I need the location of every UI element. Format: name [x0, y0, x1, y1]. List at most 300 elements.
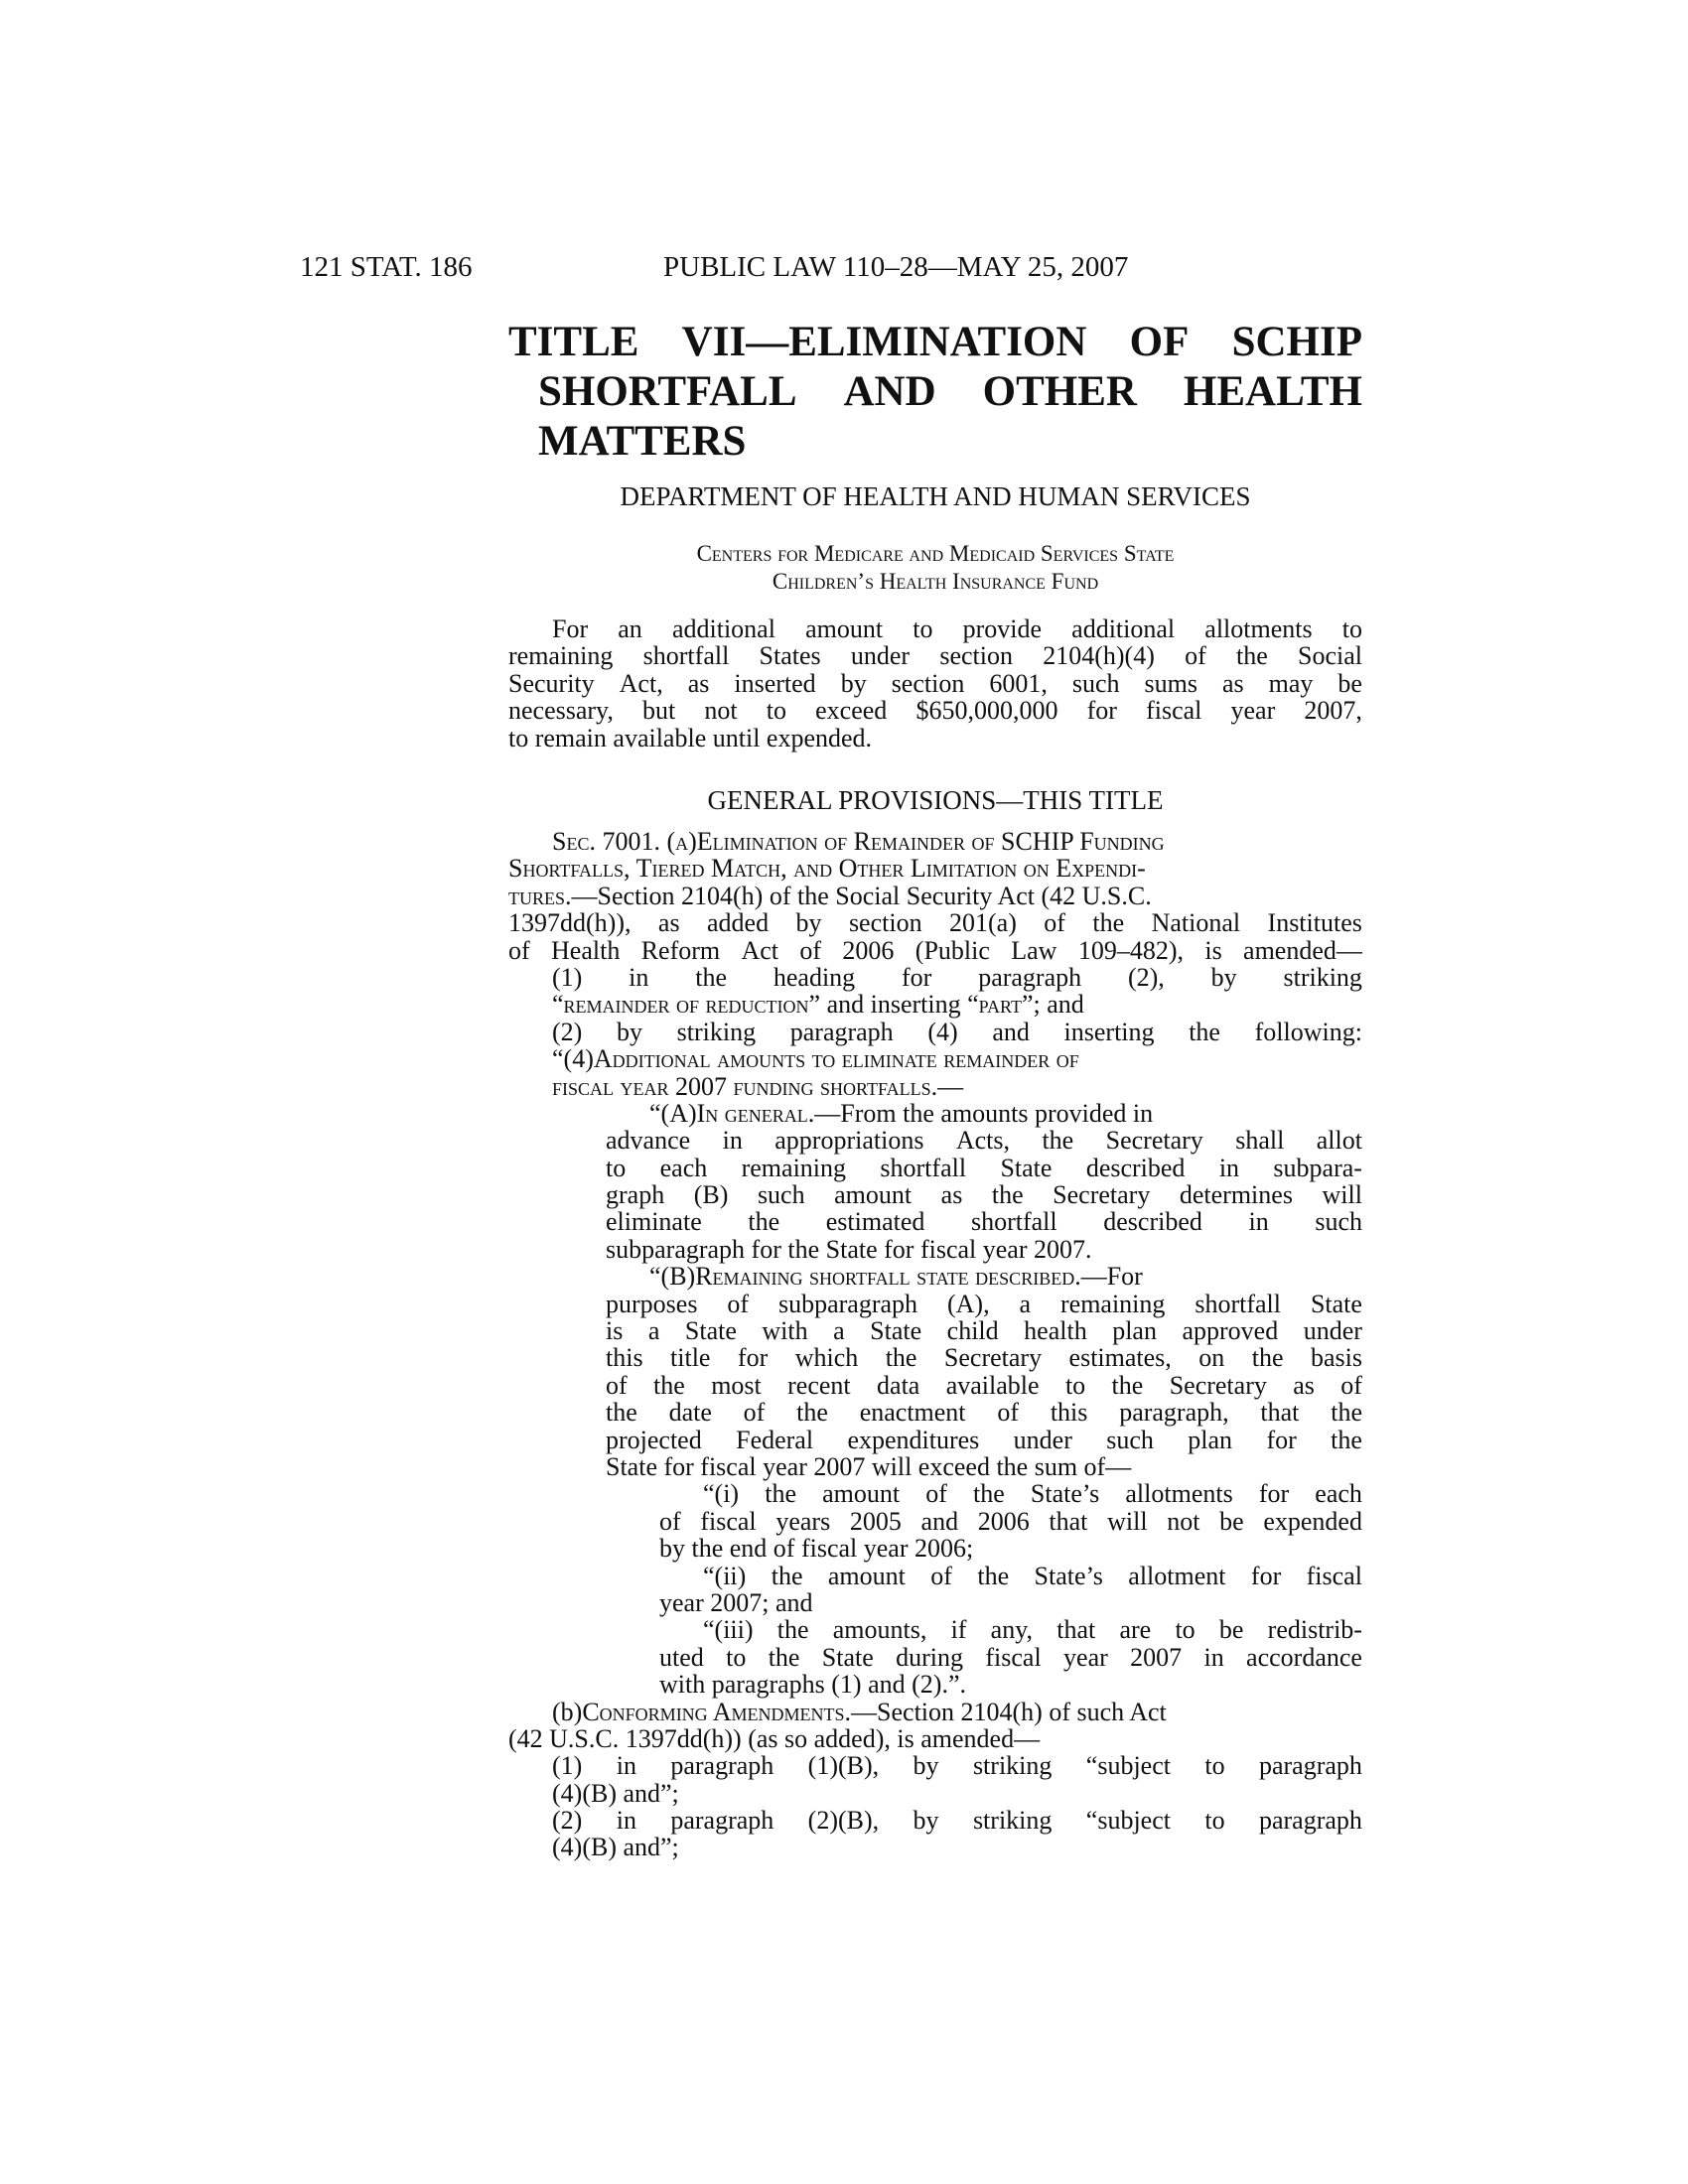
word: 6001, [989, 668, 1048, 698]
word: striking [1283, 962, 1362, 992]
agency-heading [508, 540, 1362, 596]
title-line-2 [508, 367, 1362, 417]
word: for [1250, 1561, 1282, 1590]
word: striking [972, 1806, 1053, 1836]
word: of [606, 1370, 628, 1400]
text-line: “(4)Additional amounts to eliminate remainder of [552, 1044, 1079, 1074]
word: projected [606, 1425, 702, 1454]
word: $650,000,000 [915, 696, 1058, 726]
word: appropriations [774, 1126, 924, 1156]
word: fiscal [985, 1642, 1042, 1672]
word: not [704, 696, 738, 726]
word: additional [1071, 614, 1176, 643]
word: shall [1235, 1126, 1285, 1156]
word: amount [827, 1561, 906, 1590]
word: recent [787, 1370, 851, 1400]
word: enactment [859, 1398, 966, 1428]
word: in [1218, 1153, 1240, 1182]
word: such [1106, 1425, 1154, 1454]
word: striking [972, 1751, 1053, 1781]
word: States [759, 641, 821, 671]
word: basis [1310, 1343, 1362, 1373]
word: the [776, 1615, 809, 1645]
text-line: (42 U.S.C. 1397dd(h)) (as so added), is amended— [508, 1723, 1041, 1753]
word: is [1204, 935, 1222, 965]
title-word: AND [843, 368, 936, 415]
text-line: Shortfalls, Tiered Match, and Other Limitation on Expendi- [508, 854, 1146, 884]
word: that [1056, 1615, 1096, 1645]
word: year [1063, 1642, 1108, 1672]
word: estimates, [1068, 1343, 1172, 1373]
word: purposes [606, 1289, 698, 1318]
word: paragraph [670, 1806, 774, 1836]
word: 2006 [842, 935, 895, 965]
stat-page-reference: 121 STAT. 186 [300, 251, 473, 283]
title-heading [508, 318, 1362, 467]
word: allot [1316, 1126, 1362, 1156]
word: expended [1263, 1506, 1362, 1536]
section-7001 [508, 828, 1362, 1861]
word: by [616, 1017, 642, 1046]
word: under [1303, 1316, 1362, 1346]
title-word: VII—ELIMINATION [681, 319, 1087, 365]
word: any, [990, 1615, 1034, 1645]
word: the [606, 1398, 637, 1428]
text-line [508, 1181, 1362, 1208]
word: will [1107, 1506, 1148, 1536]
word: fiscal [1306, 1561, 1362, 1590]
word: in [1203, 1642, 1224, 1672]
word: State’s [1034, 1561, 1103, 1590]
word: redistrib- [1267, 1615, 1362, 1645]
word: the [885, 1343, 917, 1373]
word: may [1268, 668, 1314, 698]
word: section [939, 641, 1013, 671]
text-line [508, 909, 1362, 936]
word: subpara- [1273, 1153, 1362, 1182]
word: 2007 [1130, 1642, 1183, 1672]
word: amounts, [832, 1615, 927, 1645]
word: the [1042, 1126, 1074, 1156]
word: State [870, 1316, 922, 1346]
title-word: MATTERS [538, 418, 747, 465]
word: in [629, 962, 649, 992]
word: the [768, 1642, 800, 1672]
word: For [552, 614, 589, 643]
word: if [950, 1615, 967, 1645]
word: (2) [552, 1017, 583, 1046]
word: that [1260, 1398, 1300, 1428]
word: each [659, 1153, 708, 1182]
word: child [946, 1316, 999, 1346]
word: by [913, 1806, 939, 1836]
text-line [508, 1427, 1362, 1453]
word: for [737, 1343, 769, 1373]
word: amount [805, 614, 884, 643]
word: of [743, 1398, 766, 1428]
word: exceed [815, 696, 888, 726]
word: the [1236, 641, 1268, 671]
word: years [775, 1506, 831, 1536]
word: shortfall [970, 1207, 1057, 1237]
appropriation-paragraph [508, 615, 1362, 751]
word: described [1103, 1207, 1202, 1237]
word: the [653, 1370, 685, 1400]
word: to [1175, 1615, 1196, 1645]
word: each [1315, 1479, 1362, 1509]
word: most [711, 1370, 762, 1400]
word: in [616, 1751, 636, 1781]
text-line [508, 1480, 1362, 1507]
word: State [821, 1642, 874, 1672]
text-line [508, 1616, 1362, 1643]
word: title [670, 1343, 711, 1373]
word: the [991, 1180, 1024, 1210]
text-line [508, 1807, 1362, 1834]
word: a [647, 1316, 660, 1346]
word: but [642, 696, 676, 726]
word: expenditures [847, 1425, 980, 1454]
word: Acts, [955, 1126, 1011, 1156]
text-line: (4)(B) and”; [552, 1778, 679, 1808]
word: estimated [825, 1207, 925, 1237]
general-provisions-heading: GENERAL PROVISIONS—THIS TITLE [707, 785, 1164, 815]
word: the [765, 1479, 796, 1509]
word: Health [551, 935, 621, 965]
word: of [659, 1506, 681, 1536]
text-line: with paragraphs (1) and (2).”. [659, 1670, 966, 1700]
word: determines [1179, 1180, 1293, 1210]
word: uted [659, 1642, 704, 1672]
word: as [940, 1180, 963, 1210]
word: the [977, 1561, 1010, 1590]
word: remaining [741, 1153, 847, 1182]
word: available [945, 1370, 1040, 1400]
text-line [508, 1752, 1362, 1779]
word: for [902, 962, 932, 992]
text-line: (4)(B) and”; [552, 1833, 679, 1862]
word: by [913, 1751, 939, 1781]
word: with [762, 1316, 808, 1346]
word: 109–482), [1077, 935, 1184, 965]
title-word: HEALTH [1183, 368, 1362, 415]
text-line: by the end of fiscal year 2006; [659, 1534, 974, 1564]
word: such [1315, 1207, 1362, 1237]
word: Security [508, 668, 595, 698]
word: advance [606, 1126, 691, 1156]
word: health [1024, 1316, 1087, 1346]
text-line [508, 1372, 1362, 1399]
word: by [840, 668, 867, 698]
word: the [1189, 1017, 1220, 1046]
word: to [1204, 1751, 1225, 1781]
text-line [508, 1291, 1362, 1317]
word: State [684, 1316, 737, 1346]
word: amount [834, 1180, 913, 1210]
word: inserting [1063, 1017, 1155, 1046]
text-line: State for fiscal year 2007 will exceed the sum of— [606, 1451, 1132, 1481]
word: accordance [1246, 1642, 1362, 1672]
word: to [606, 1153, 627, 1182]
word: (1) [552, 962, 583, 992]
word: the [1092, 908, 1125, 938]
word: not [1167, 1506, 1200, 1536]
word: in [616, 1806, 636, 1836]
word: paragraph [789, 1017, 894, 1046]
word: (B) [693, 1180, 729, 1210]
agency-heading-line-1: Centers for Medicare and Medicaid Services State [696, 541, 1175, 566]
word: will [1322, 1180, 1362, 1210]
word: Social [1298, 641, 1362, 671]
text-line [508, 1563, 1362, 1589]
word: 2005 [849, 1506, 902, 1536]
word: approved [1182, 1316, 1279, 1346]
word: striking [676, 1017, 757, 1046]
word: the [1111, 1370, 1144, 1400]
word: by [1210, 962, 1237, 992]
word: be [1218, 1615, 1244, 1645]
word: of [727, 1289, 750, 1318]
word: 2006 [977, 1506, 1030, 1536]
word: “(iii) [703, 1615, 754, 1645]
word: “subject [1085, 1751, 1171, 1781]
word: that [1049, 1506, 1088, 1536]
title-word: SHORTFALL [538, 368, 797, 415]
word: by [795, 908, 822, 938]
word: paragraph [670, 1751, 774, 1781]
word: as [687, 668, 710, 698]
word: for [1258, 1479, 1290, 1509]
word: to [1204, 1806, 1225, 1836]
word: section [848, 908, 922, 938]
word: State [1000, 1153, 1053, 1182]
word: of [997, 1398, 1020, 1428]
word: remaining [1060, 1289, 1166, 1318]
text-line: year 2007; and [659, 1587, 813, 1617]
word: additional [671, 614, 775, 643]
word: of [1340, 1370, 1362, 1400]
word: 1397dd(h)), [508, 908, 632, 938]
text-line: “(A)In general.—From the amounts provided in [649, 1098, 1154, 1128]
title-word: SCHIP [1231, 319, 1362, 365]
public-law-reference: PUBLIC LAW 110–28—MAY 25, 2007 [663, 251, 1129, 283]
word: and [920, 1506, 959, 1536]
word: in [722, 1126, 743, 1156]
word: paragraph [978, 962, 1082, 992]
word: under [850, 641, 911, 671]
word: of [1185, 641, 1206, 671]
word: amount [822, 1479, 901, 1509]
text-line [508, 964, 1362, 991]
word: such [757, 1180, 805, 1210]
text-line [508, 937, 1362, 964]
word: eliminate [606, 1207, 702, 1237]
word: of [508, 935, 530, 965]
word: the [771, 1561, 803, 1590]
word: year [1230, 696, 1276, 726]
word: of [1044, 908, 1065, 938]
word: under [1013, 1425, 1072, 1454]
word: Law [1011, 935, 1057, 965]
word: Federal [736, 1425, 814, 1454]
text-line [508, 615, 1362, 642]
word: to [726, 1642, 747, 1672]
word: be [1219, 1506, 1244, 1536]
word: National [1151, 908, 1241, 938]
word: to [766, 696, 786, 726]
word: the [748, 1207, 780, 1237]
word: the [1331, 1398, 1362, 1428]
word: amended— [1243, 935, 1362, 965]
word: to [1341, 614, 1362, 643]
word: 2007, [1304, 696, 1362, 726]
word: on [1198, 1343, 1225, 1373]
word: to [1064, 1370, 1086, 1400]
word: graph [606, 1180, 665, 1210]
word: during [896, 1642, 964, 1672]
text-line: (b)Conforming Amendments.—Section 2104(h) of such Act [552, 1697, 1167, 1726]
text-line [508, 1208, 1362, 1235]
title-line-3 [508, 417, 1362, 467]
text-line [508, 642, 1362, 669]
word: remaining [508, 641, 614, 671]
word: subparagraph [777, 1289, 918, 1318]
word: “subject [1085, 1806, 1171, 1836]
word: following: [1254, 1017, 1362, 1046]
word: 201(a) [949, 908, 1017, 938]
word: Institutes [1267, 908, 1362, 938]
word: plan [1112, 1316, 1157, 1346]
word: are [1119, 1615, 1152, 1645]
word: “(i) [703, 1479, 740, 1509]
word: an [618, 614, 642, 643]
word: State [1310, 1289, 1362, 1318]
word: the [695, 962, 728, 992]
word: a [1019, 1289, 1032, 1318]
title-word: OF [1129, 319, 1190, 365]
word: such [1071, 668, 1120, 698]
department-heading: DEPARTMENT OF HEALTH AND HUMAN SERVICES [620, 481, 1251, 511]
word: State’s [1030, 1479, 1100, 1509]
word: Secretary [1053, 1180, 1151, 1210]
word: (1) [552, 1751, 583, 1781]
title-word: OTHER [982, 368, 1137, 415]
word: allotments [1125, 1479, 1233, 1509]
word: Reform [640, 935, 721, 965]
word: of [930, 1561, 952, 1590]
text-line [508, 1344, 1362, 1371]
word: shortfall [642, 641, 730, 671]
word: heading [773, 962, 856, 992]
word: as [657, 908, 680, 938]
word: for [1086, 696, 1117, 726]
word: shortfall [1195, 1289, 1282, 1318]
title-line-1 [508, 318, 1362, 367]
word: (1)(B), [807, 1751, 880, 1781]
text-line [508, 1508, 1362, 1535]
word: Secretary [1105, 1126, 1203, 1156]
word: plan [1188, 1425, 1233, 1454]
text-line [508, 1399, 1362, 1426]
word: this [1050, 1398, 1088, 1428]
text-line [508, 670, 1362, 697]
word: and [992, 1017, 1030, 1046]
text-line: to remain available until expended. [508, 723, 873, 752]
word: paragraph, [1119, 1398, 1229, 1428]
word: Act, [619, 668, 663, 698]
word: provide [962, 614, 1043, 643]
word: inserted [734, 668, 816, 698]
word: paragraph [1258, 1751, 1362, 1781]
word: this [606, 1343, 643, 1373]
word: which [794, 1343, 859, 1373]
word: (Public [914, 935, 990, 965]
word: is [606, 1316, 624, 1346]
word: as [1293, 1370, 1315, 1400]
word: Secretary [943, 1343, 1043, 1373]
agency-heading-line-2: Children’s Health Insurance Fund [772, 569, 1099, 594]
word: the [796, 1398, 828, 1428]
text-line [508, 1644, 1362, 1671]
text-line [508, 1317, 1362, 1344]
word: 2104(h)(4) [1043, 641, 1155, 671]
text-line: fiscal year 2007 funding shortfalls.— [552, 1071, 964, 1101]
word: “(ii) [703, 1561, 747, 1590]
text-line: “remainder of reduction” and inserting “part”; and [552, 990, 1084, 1020]
word: (4) [927, 1017, 958, 1046]
word: paragraph [1258, 1806, 1362, 1836]
word: (A), [946, 1289, 990, 1318]
text-line: subparagraph for the State for fiscal year 2007. [606, 1234, 1092, 1264]
word: for [1266, 1425, 1297, 1454]
text-line: “(B)Remaining shortfall state described.—For [649, 1262, 1143, 1292]
word: (2) [552, 1806, 583, 1836]
word: the [1251, 1343, 1284, 1373]
word: sums [1144, 668, 1197, 698]
word: shortfall [880, 1153, 967, 1182]
text-line [508, 1019, 1362, 1045]
word: allotments [1204, 614, 1313, 643]
word: fiscal [1146, 696, 1202, 726]
text-line [508, 1127, 1362, 1154]
word: the [1331, 1425, 1362, 1454]
word: added [707, 908, 770, 938]
word: allotment [1128, 1561, 1226, 1590]
word: date [668, 1398, 712, 1428]
text-line [508, 697, 1362, 724]
word: (2)(B), [807, 1806, 880, 1836]
word: the [973, 1479, 1005, 1509]
text-line: Sec. 7001. (a)Elimination of Remainder of SCHIP Funding [552, 827, 1165, 856]
word: of [925, 1479, 947, 1509]
word: (2), [1127, 962, 1165, 992]
word: Act [741, 935, 779, 965]
word: Secretary [1169, 1370, 1267, 1400]
title-word: TITLE [508, 319, 639, 365]
word: be [1337, 668, 1362, 698]
word: data [877, 1370, 920, 1400]
word: fiscal [700, 1506, 757, 1536]
word: in [1248, 1207, 1269, 1237]
word: to [913, 614, 933, 643]
text-line [508, 1155, 1362, 1181]
word: of [799, 935, 822, 965]
text-line: tures.—Section 2104(h) of the Social Security Act (42 U.S.C. [508, 881, 1152, 910]
word: as [1221, 668, 1244, 698]
word: necessary, [508, 696, 614, 726]
word: described [1085, 1153, 1186, 1182]
word: a [833, 1316, 845, 1346]
